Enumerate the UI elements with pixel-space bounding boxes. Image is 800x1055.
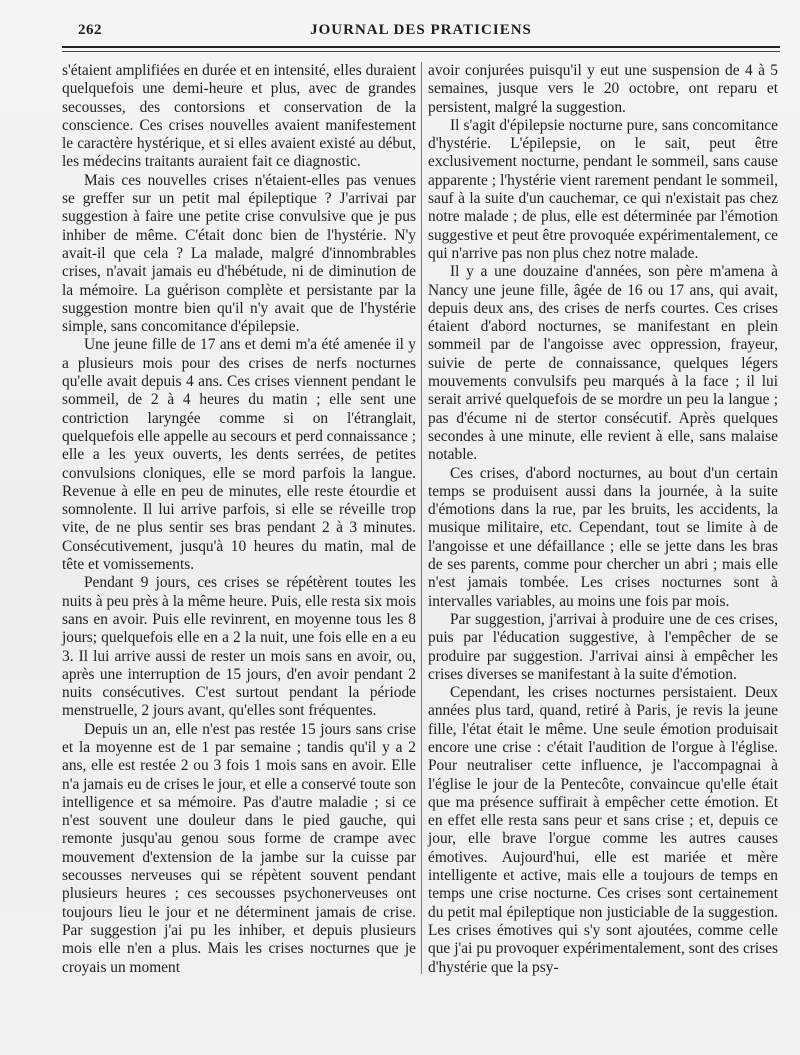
paragraph: Par suggestion, j'arrivai à produire une de ces crises, puis par l'éducation suggestive, à l'empêcher de se produire par suggestion. J'arrivai ainsi à empêcher les crises diverses se manifestant à la suite d'émotion. [428, 610, 778, 683]
paragraph: Il y a une douzaine d'années, son père m'amena à Nancy une jeune fille, âgée de 16 ou 17 ans, qui avait, depuis deux ans, des crises de nerfs courtes. Ces crises étaient d'abord nocturnes, se manifestant en plein sommeil par de l'angoisse avec oppression, frayeur, suivie de perte de connaissance, quelques légers mouvements convulsifs peu marqués à la face ; il lui serait arrivé quelquefois de se mordre un peu la langue ; pas d'écume ni de stertor consécutif. Après quelques secondes à une minute, elle revient à elle, sans malaise notable. [428, 263, 778, 464]
paragraph: avoir conjurées puisqu'il y eut une suspension de 4 à 5 semaines, jusque vers le 20 octobre, ont reparu et persistent, malgré la suggestion. [428, 62, 778, 116]
page-number: 262 [78, 22, 102, 38]
page-header [62, 18, 780, 46]
paragraph: Depuis un an, elle n'est pas restée 15 jours sans crise et la moyenne est de 1 par semaine ; tandis qu'il y a 2 ans, elle est restée 2 ou 3 fois 1 mois sans en avoir. Elle n'a jamais eu de crises le jour, et elle a conservé toute son intelligence et sa mémoire. Pas d'autre maladie ; si ce n'est souvent une douleur dans le pied gauche, qui remonte jusqu'au genou sous forme de crampe avec mouvement d'extension de la jambe sur la cuisse par secousses nerveuses qui se répètent souvent pendant plusieurs heures ; ces secousses psychonerveuses ont toujours lieu le jour et ne déterminent jamais de crise. Par suggestion j'ai pu les inhiber, et depuis plusieurs mois elle n'en a plus. Mais les crises nocturnes que je croyais un moment [62, 720, 416, 976]
paragraph: Cependant, les crises nocturnes persistaient. Deux années plus tard, quand, retiré à Paris, je revis la jeune fille, l'état était le même. Une seule émotion produisait encore une crise : c'était l'audition de l'orgue à l'église. Pour neutraliser cette influence, je l'accompagnai à l'église le jour de la Pentecôte, convaincue qu'elle était que ma présence suffirait à empêcher cette émotion. Et en effet elle resta sans peur et sans crise ; et, depuis ce jour, elle brave l'orgue comme les autres causes émotives. Aujourd'hui, elle est mariée et mère intelligente et active, mais elle a toujours de temps en temps une crise nocturne. Ces crises sont certainement du petit mal épileptique non justiciable de la suggestion. Les crises émotives qui s'y sont ajoutées, comme celle que j'ai pu provoquer expérimentalement, sont des crises d'hystérie que la psy- [428, 684, 778, 976]
paragraph: Il s'agit d'épilepsie nocturne pure, sans concomitance d'hystérie. L'épilepsie, on le sait, peut être exclusivement nocturne, pendant le sommeil, sans cause apparente ; l'hystérie vient rarement pendant le sommeil, sauf à la suite d'un cauchemar, ce qui n'existait pas chez notre malade ; de plus, elle est déterminée par l'émotion suggestive et peut être provoquée expérimentalement, ce qui n'arrive pas non plus chez notre malade. [428, 116, 778, 262]
header-rule [62, 46, 780, 48]
paragraph: Pendant 9 jours, ces crises se répétèrent toutes les nuits à peu près à la même heure. Puis, elle resta six mois sans en avoir. Puis elle revinrent, en moyenne tous les 8 jours; quelquefois elle en a 2 la nuit, une fois elle en a eu 3. Il lui arrive aussi de rester un mois sans en avoir, ou, après une interruption de 15 jours, d'en avoir pendant 2 nuits consécutives. C'est surtout pendant la période menstruelle, 2 jours avant, qu'elles sont fréquentes. [62, 574, 416, 720]
paragraph: Mais ces nouvelles crises n'étaient-elles pas venues se greffer sur un petit mal épileptique ? J'arrivai par suggestion à faire une petite crise convulsive que je pus inhiber de même. C'était donc bien de l'hystérie. N'y avait-il que cela ? La malade, malgré d'innombrables crises, n'avait jamais eu d'hébétude, ni de diminution de la mémoire. La guérison complète et persistante par la suggestion montre bien qu'il n'y avait que de l'hystérie simple, sans concomitance d'épilepsie. [62, 171, 416, 336]
paragraph: Une jeune fille de 17 ans et demi m'a été amenée il y a plusieurs mois pour des crises de nerfs nocturnes qu'elle avait depuis 4 ans. Ces crises viennent pendant le sommeil, de 2 à 4 heures du matin ; elle sent une contriction laryngée comme si on l'étranglait, quelquefois elle appelle au secours et perd connaissance ; elle a les yeux ouverts, les dents serrées, de petites convulsions cloniques, elle se mord parfois la langue. Revenue à elle en peu de minutes, elle reste étourdie et somnolente. Il lui arrive parfois, si elle se réveille trop vite, de ne plus sentir ses bras pendant 2 à 3 minutes. Consécutivement, jusqu'à 10 heures du matin, mal de tête et vomissements. [62, 336, 416, 574]
header-rule-thin [62, 51, 780, 52]
right-column [428, 62, 778, 977]
paragraph: Ces crises, d'abord nocturnes, au bout d'un certain temps se produisent aussi dans la journée, à la suite d'émotions dans la rue, par les bruits, les accidents, la musique militaire, etc. Cependant, tout se limite à de l'angoisse et une défaillance ; elle se jette dans les bras de ses parents, comme pour chercher un abri ; mais elle n'est jamais tombée. Les crises nocturnes sont à intervalles variables, au moins une fois par mois. [428, 464, 778, 610]
paragraph: s'étaient amplifiées en durée et en intensité, elles duraient quelquefois une demi-heure et plus, avec de grandes secousses, des contorsions et conservation de la conscience. Ces crises nouvelles avaient manifestement le caractère hystérique, et si elles avaient existé au début, les médecins traitants auraient fait ce diagnostic. [62, 62, 416, 171]
running-title: JOURNAL DES PRATICIENS [310, 22, 532, 38]
column-divider [421, 62, 422, 974]
left-column [62, 62, 416, 977]
